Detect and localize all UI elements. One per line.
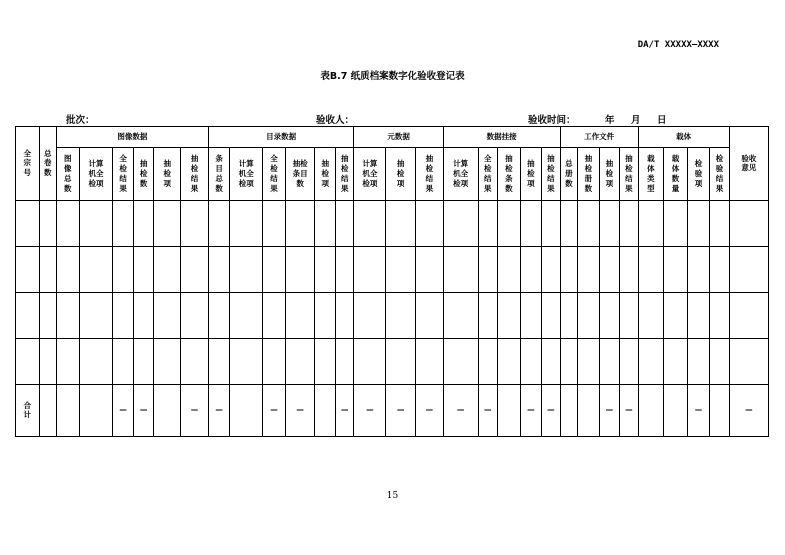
table-cell[interactable] [578,385,600,437]
table-cell[interactable] [638,201,664,247]
table-cell[interactable] [710,293,729,339]
table-cell[interactable] [154,385,181,437]
group-catalog-data: 目录数据 [208,127,354,148]
table-cell[interactable] [230,247,263,293]
table-cell[interactable] [335,201,354,247]
dash-cell[interactable]: — [542,385,561,437]
table-cell[interactable] [599,339,620,385]
dash-cell[interactable]: — [687,385,710,437]
table-cell[interactable] [520,247,542,293]
table-cell[interactable] [79,339,113,385]
col-work-sample-volumes: 抽检册数 [578,148,600,201]
dash-cell[interactable]: — [181,385,209,437]
table-cell[interactable] [335,293,354,339]
table-cell[interactable] [230,385,263,437]
table-cell[interactable] [354,201,386,247]
table-cell[interactable] [710,339,729,385]
table-cell[interactable] [79,247,113,293]
table-cell[interactable] [443,247,478,293]
table-cell[interactable] [578,247,600,293]
table-cell[interactable] [39,247,56,293]
table-cell[interactable] [57,339,80,385]
col-carrier-check-items: 检验项 [687,148,710,201]
col-cat-sample-entries: 抽检条目数 [285,148,315,201]
table-cell[interactable] [386,293,416,339]
table-cell[interactable] [113,339,134,385]
table-cell[interactable] [443,293,478,339]
dash-cell[interactable]: — [443,385,478,437]
table-cell[interactable] [478,247,497,293]
table-cell[interactable] [520,339,542,385]
table-cell[interactable] [478,339,497,385]
total-row [16,385,769,437]
table-cell[interactable] [79,385,113,437]
col-carrier-count: 载体数量 [664,148,688,201]
table-cell[interactable] [263,293,286,339]
table-cell[interactable] [354,339,386,385]
table-cell[interactable] [710,247,729,293]
table-cell[interactable] [542,201,561,247]
table-cell[interactable] [285,293,315,339]
table-cell[interactable] [315,201,336,247]
col-img-sample-items: 抽检项 [154,148,181,201]
table-cell[interactable] [154,293,181,339]
table-cell[interactable] [498,201,521,247]
col-total-volumes: 总卷数 [39,127,56,201]
table-cell[interactable] [729,247,768,293]
col-carrier-type: 载体类型 [638,148,664,201]
table-cell[interactable] [57,247,80,293]
table-row [16,201,769,247]
dash-cell[interactable]: — [386,385,416,437]
table-cell[interactable] [133,293,154,339]
table-cell[interactable] [263,201,286,247]
table-cell[interactable] [687,293,710,339]
acceptance-time-label: 验收时间： [528,115,576,126]
col-img-sample-result: 抽检结果 [181,148,209,201]
table-row [16,339,769,385]
acceptor-label: 验收人： [316,115,355,126]
table-cell[interactable] [664,293,688,339]
dash-cell[interactable]: — [599,385,620,437]
table-cell[interactable] [478,201,497,247]
table-cell[interactable] [181,201,209,247]
col-cat-total-entries: 条目总数 [208,148,230,201]
dash-cell[interactable]: — [263,385,286,437]
table-cell[interactable] [113,247,134,293]
table-cell[interactable] [113,201,134,247]
table-cell[interactable] [208,293,230,339]
table-cell[interactable] [208,247,230,293]
table-cell[interactable] [560,201,577,247]
col-cat-computer-check: 计算机全检项 [230,148,263,201]
col-img-sample-count: 抽检数 [133,148,154,201]
table-title: 表B.7 纸质档案数字化验收登记表 [320,71,465,82]
table-cell[interactable] [638,293,664,339]
table-cell[interactable] [498,247,521,293]
table-cell[interactable] [542,293,561,339]
page-number: 15 [386,491,399,501]
col-mount-sample-count: 抽检条数 [498,148,521,201]
table-cell[interactable] [335,247,354,293]
table-cell[interactable] [315,339,336,385]
table-cell[interactable] [16,201,40,247]
dash-cell[interactable]: — [620,385,638,437]
table-cell[interactable] [16,247,40,293]
col-mount-computer-check: 计算机全检项 [443,148,478,201]
table-cell[interactable] [154,201,181,247]
table-cell[interactable] [498,339,521,385]
table-cell[interactable] [230,293,263,339]
table-cell[interactable] [520,293,542,339]
table-cell[interactable] [415,201,443,247]
table-cell[interactable] [263,339,286,385]
table-cell[interactable] [57,385,80,437]
col-img-total: 图像总数 [57,148,80,201]
table-cell[interactable] [443,339,478,385]
col-cat-full-check-result: 全检结果 [263,148,286,201]
standard-code: DA/T XXXXX—XXXX [637,40,719,50]
dash-cell[interactable]: — [478,385,497,437]
table-cell[interactable] [560,293,577,339]
col-total-archive-no: 全宗号 [16,127,40,201]
table-cell[interactable] [57,201,80,247]
table-cell[interactable] [710,385,729,437]
table-cell[interactable] [113,293,134,339]
dash-cell[interactable]: — [335,385,354,437]
table-cell[interactable] [39,385,56,437]
col-work-sample-items: 抽检项 [599,148,620,201]
table-cell[interactable] [498,385,521,437]
table-cell[interactable] [208,339,230,385]
col-cat-sample-items: 抽检项 [315,148,336,201]
table-cell[interactable] [638,385,664,437]
table-cell[interactable] [542,247,561,293]
table-cell[interactable] [315,293,336,339]
table-cell[interactable] [230,339,263,385]
table-cell[interactable] [542,339,561,385]
batch-label: 批次： [66,115,95,126]
table-cell[interactable] [578,293,600,339]
column-header-row [16,148,769,201]
dash-cell[interactable]: — [285,385,315,437]
dash-cell[interactable]: — [354,385,386,437]
table-cell[interactable] [154,247,181,293]
table-cell[interactable] [154,339,181,385]
table-cell[interactable] [16,339,40,385]
table-cell[interactable] [16,293,40,339]
col-mount-sample-items: 抽检项 [520,148,542,201]
table-cell[interactable] [415,339,443,385]
year-label: 年 [605,115,615,126]
table-cell[interactable] [687,247,710,293]
table-cell[interactable] [315,385,336,437]
table-cell[interactable] [599,247,620,293]
table-cell[interactable] [285,201,315,247]
table-cell[interactable] [478,293,497,339]
table-cell[interactable] [638,339,664,385]
table-cell[interactable] [578,201,600,247]
col-mount-sample-result: 抽检结果 [542,148,561,201]
col-carrier-check-result: 检验结果 [710,148,729,201]
table-cell[interactable] [79,293,113,339]
table-cell[interactable] [315,247,336,293]
table-cell[interactable] [620,201,638,247]
table-cell[interactable] [729,293,768,339]
group-header-row [16,127,769,148]
group-metadata: 元数据 [354,127,443,148]
group-data-mounting: 数据挂接 [443,127,560,148]
col-mount-full-check-result: 全检结果 [478,148,497,201]
table-cell[interactable] [599,293,620,339]
table-cell[interactable] [664,339,688,385]
col-meta-computer-check: 计算机全检项 [354,148,386,201]
day-label: 日 [657,115,667,126]
col-work-sample-result: 抽检结果 [620,148,638,201]
table-cell[interactable] [578,339,600,385]
table-cell[interactable] [208,201,230,247]
table-cell[interactable] [664,385,688,437]
table-cell[interactable] [498,293,521,339]
table-cell[interactable] [386,339,416,385]
table-cell[interactable] [285,339,315,385]
table-cell[interactable] [664,201,688,247]
table-cell[interactable] [386,247,416,293]
table-cell[interactable] [620,339,638,385]
col-meta-sample-items: 抽检项 [386,148,416,201]
table-cell[interactable] [520,201,542,247]
table-cell[interactable] [79,201,113,247]
month-label: 月 [631,115,641,126]
table-cell[interactable] [181,339,209,385]
dash-cell[interactable]: — [113,385,134,437]
col-img-computer-check: 计算机全检项 [79,148,113,201]
table-cell[interactable] [664,247,688,293]
table-cell[interactable] [599,201,620,247]
table-cell[interactable] [133,247,154,293]
table-cell[interactable] [39,293,56,339]
table-cell[interactable] [687,339,710,385]
dash-cell[interactable]: — [133,385,154,437]
table-cell[interactable] [620,293,638,339]
table-cell[interactable] [285,247,315,293]
table-cell[interactable] [181,293,209,339]
table-row [16,293,769,339]
col-img-full-check-result: 全检结果 [113,148,134,201]
table-cell[interactable] [354,247,386,293]
table-cell[interactable] [729,339,768,385]
table-cell[interactable] [729,201,768,247]
table-cell[interactable] [638,247,664,293]
table-cell[interactable] [415,247,443,293]
table-cell[interactable] [687,201,710,247]
col-work-total-volumes: 总册数 [560,148,577,201]
table-cell[interactable] [133,201,154,247]
table-cell[interactable] [415,293,443,339]
col-cat-sample-result: 抽检结果 [335,148,354,201]
table-cell[interactable] [560,385,577,437]
col-meta-sample-result: 抽检结果 [415,148,443,201]
table-cell[interactable] [335,339,354,385]
dash-cell[interactable]: — [729,385,768,437]
group-work-files: 工作文件 [560,127,638,148]
table-cell[interactable] [560,247,577,293]
dash-cell[interactable]: — [520,385,542,437]
table-cell[interactable] [39,201,56,247]
col-acceptance-opinion: 验收意见 [729,127,768,201]
table-cell[interactable] [263,247,286,293]
group-image-data: 图像数据 [57,127,209,148]
table-cell[interactable] [443,201,478,247]
table-cell[interactable] [354,293,386,339]
acceptance-register-table [15,126,769,437]
table-cell[interactable] [230,201,263,247]
table-cell[interactable] [560,339,577,385]
table-cell[interactable] [620,247,638,293]
total-label: 合计 [16,385,40,437]
table-cell[interactable] [57,293,80,339]
dash-cell[interactable]: — [415,385,443,437]
table-row [16,247,769,293]
table-cell[interactable] [710,201,729,247]
dash-cell[interactable]: — [208,385,230,437]
group-carrier: 载体 [638,127,729,148]
table-cell[interactable] [386,201,416,247]
table-cell[interactable] [133,339,154,385]
table-cell[interactable] [39,339,56,385]
table-cell[interactable] [181,247,209,293]
